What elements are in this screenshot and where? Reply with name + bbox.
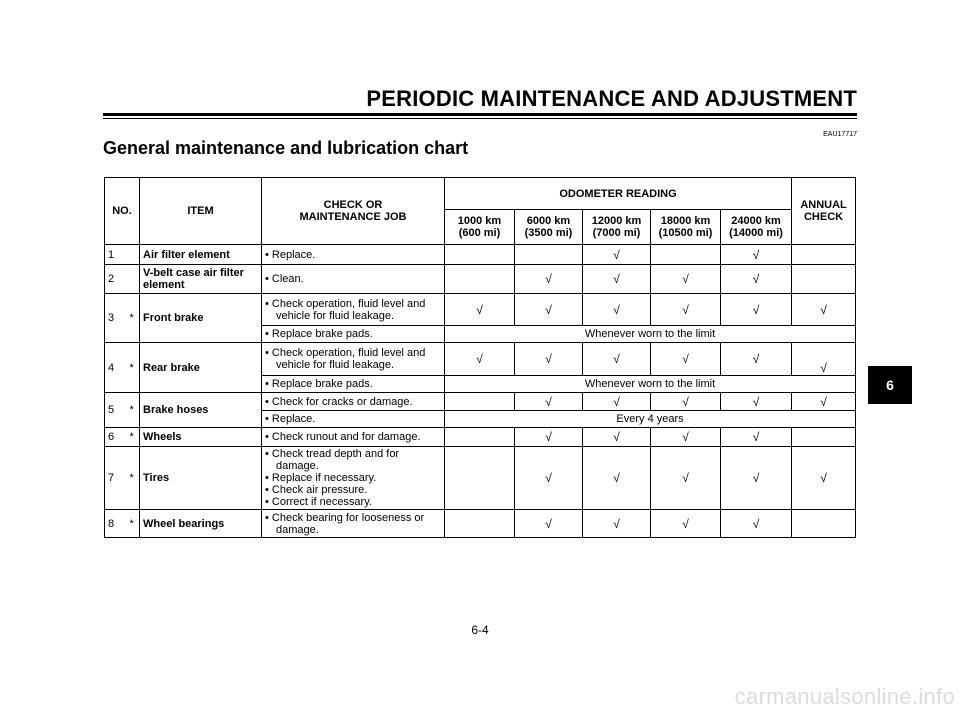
job-line: • Check operation, fluid level and xyxy=(265,297,426,310)
section-title: PERIODIC MAINTENANCE AND ADJUSTMENT xyxy=(366,86,857,111)
job-line: damage. xyxy=(276,523,319,536)
row-star: * xyxy=(127,510,140,538)
check-mark: √ xyxy=(515,265,583,294)
interval-km: 18000 km xyxy=(660,215,711,227)
check-mark: √ xyxy=(721,447,792,510)
check-mark: √ xyxy=(721,265,792,294)
watermark: carmanualsonline.info xyxy=(734,684,955,709)
header-check-line: MAINTENANCE JOB xyxy=(299,211,407,223)
row-number: 2 xyxy=(105,265,127,294)
title-rule-thick xyxy=(103,113,857,116)
job-line: • Check tread depth and for xyxy=(265,448,400,460)
row-item: Rear brake xyxy=(140,343,262,393)
header-interval xyxy=(651,210,721,245)
table-row xyxy=(105,393,856,411)
interval-mi: (7000 mi) xyxy=(592,227,641,239)
row-job xyxy=(262,294,445,326)
job-line: • Check for cracks or damage. xyxy=(265,395,413,408)
row-star: * xyxy=(127,428,140,447)
check-mark: √ xyxy=(515,294,583,326)
interval-mi: (3500 mi) xyxy=(524,227,573,239)
job-line: • Check runout and for damage. xyxy=(265,431,421,443)
check-mark: √ xyxy=(721,510,792,538)
row-item: Wheels xyxy=(140,428,262,447)
schedule-note: Whenever worn to the limit xyxy=(445,376,856,393)
job-line: • Check operation, fluid level and xyxy=(265,347,426,359)
schedule-note: Whenever worn to the limit xyxy=(445,326,856,343)
header-annual-line: CHECK xyxy=(803,211,844,223)
check-cell xyxy=(445,510,515,538)
check-mark: √ xyxy=(651,393,721,411)
check-cell xyxy=(515,245,583,265)
row-star xyxy=(127,245,140,265)
chapter-tab[interactable]: 6 xyxy=(868,366,912,404)
table-row xyxy=(105,428,856,447)
table-row xyxy=(105,447,856,510)
check-cell xyxy=(651,245,721,265)
interval-km: 24000 km xyxy=(731,215,781,227)
check-mark: √ xyxy=(792,393,856,411)
table-row xyxy=(105,294,856,326)
check-mark: √ xyxy=(515,510,583,538)
row-item: Front brake xyxy=(140,294,262,343)
row-job xyxy=(262,265,445,294)
check-mark: √ xyxy=(583,447,651,510)
row-job xyxy=(262,428,445,447)
table-row xyxy=(105,245,856,265)
check-mark: √ xyxy=(445,294,515,326)
check-mark: √ xyxy=(792,447,856,510)
header-annual-line: ANNUAL xyxy=(800,199,847,211)
row-star: * xyxy=(127,294,140,343)
row-item: Air filter element xyxy=(140,245,262,265)
check-mark: √ xyxy=(651,510,721,538)
job-line: • Replace. xyxy=(265,248,316,261)
check-cell xyxy=(792,428,856,447)
check-mark: √ xyxy=(721,245,792,265)
check-mark: √ xyxy=(721,428,792,447)
table-row xyxy=(105,343,856,376)
check-mark: √ xyxy=(445,343,515,376)
page-number: 6-4 xyxy=(471,623,489,637)
check-mark: √ xyxy=(515,447,583,510)
header-check xyxy=(262,178,445,245)
row-job xyxy=(262,343,445,376)
check-mark: √ xyxy=(651,265,721,294)
check-mark: √ xyxy=(721,343,792,376)
check-mark: √ xyxy=(583,428,651,447)
header-row-top xyxy=(105,178,856,210)
interval-mi: (10500 mi) xyxy=(658,227,713,239)
header-odometer: ODOMETER READING xyxy=(445,178,792,210)
header-no: NO. xyxy=(105,178,140,245)
table-row xyxy=(105,265,856,294)
table-row xyxy=(105,510,856,538)
check-mark: √ xyxy=(583,265,651,294)
row-star: * xyxy=(127,447,140,510)
row-star: * xyxy=(127,393,140,428)
check-mark: √ xyxy=(583,245,651,265)
header-interval xyxy=(583,210,651,245)
check-cell xyxy=(445,265,515,294)
header-interval xyxy=(515,210,583,245)
interval-km: 6000 km xyxy=(526,215,571,227)
check-mark: √ xyxy=(651,343,721,376)
row-number: 5 xyxy=(105,393,127,428)
check-cell xyxy=(445,393,515,411)
title-rule-thin xyxy=(103,118,857,119)
check-mark: √ xyxy=(651,447,721,510)
job-line: • Correct if necessary. xyxy=(265,496,372,508)
job-line: • Check bearing for looseness or xyxy=(265,511,425,524)
check-cell xyxy=(445,245,515,265)
row-number: 4 xyxy=(105,343,127,393)
row-star xyxy=(127,265,140,294)
maintenance-chart-table xyxy=(104,177,856,538)
job-line: • Replace if necessary. xyxy=(265,472,377,484)
check-mark: √ xyxy=(515,428,583,447)
check-cell xyxy=(792,245,856,265)
row-number: 1 xyxy=(105,245,127,265)
interval-km: 1000 km xyxy=(457,215,502,227)
check-cell xyxy=(445,447,515,510)
row-job xyxy=(262,393,445,411)
header-check-line: CHECK OR xyxy=(323,199,383,211)
row-job xyxy=(262,447,445,510)
job-line: vehicle for fluid leakage. xyxy=(276,309,395,322)
job-line: vehicle for fluid leakage. xyxy=(276,359,395,371)
interval-km: 12000 km xyxy=(591,215,642,227)
job-line: • Check air pressure. xyxy=(265,484,368,496)
check-mark: √ xyxy=(721,393,792,411)
interval-mi: (14000 mi) xyxy=(729,227,783,239)
header-interval xyxy=(445,210,515,245)
row-item: Tires xyxy=(140,447,262,510)
row-item: Brake hoses xyxy=(140,393,262,428)
row-item: Wheel bearings xyxy=(140,510,262,538)
row-job: • Replace brake pads. xyxy=(262,326,445,343)
header-item: ITEM xyxy=(140,178,262,245)
check-mark: √ xyxy=(515,393,583,411)
check-mark: √ xyxy=(583,343,651,376)
check-mark: √ xyxy=(721,294,792,326)
row-job xyxy=(262,245,445,265)
check-mark: √ xyxy=(651,428,721,447)
row-job xyxy=(262,510,445,538)
check-mark: √ xyxy=(515,343,583,376)
check-mark: √ xyxy=(792,294,856,326)
interval-mi: (600 mi) xyxy=(458,227,501,239)
row-number: 6 xyxy=(105,428,127,447)
job-line: • Clean. xyxy=(265,273,304,285)
row-number: 8 xyxy=(105,510,127,538)
row-number: 7 xyxy=(105,447,127,510)
schedule-note: Every 4 years xyxy=(445,411,856,428)
chart-title: General maintenance and lubrication chart xyxy=(103,138,469,158)
check-mark: √ xyxy=(583,510,651,538)
row-item: V-belt case air filter element xyxy=(140,265,262,294)
row-number: 3 xyxy=(105,294,127,343)
header-interval xyxy=(721,210,792,245)
check-mark: √ xyxy=(651,294,721,326)
check-cell xyxy=(792,510,856,538)
job-line: damage. xyxy=(276,460,319,472)
check-cell xyxy=(445,428,515,447)
row-star: * xyxy=(127,343,140,393)
document-code: EAU17717 xyxy=(823,131,857,138)
row-job: • Replace. xyxy=(262,411,445,428)
check-mark: √ xyxy=(792,343,856,376)
row-job: • Replace brake pads. xyxy=(262,376,445,393)
check-cell xyxy=(792,265,856,294)
header-annual xyxy=(792,178,856,245)
check-mark: √ xyxy=(583,393,651,411)
check-mark: √ xyxy=(583,294,651,326)
